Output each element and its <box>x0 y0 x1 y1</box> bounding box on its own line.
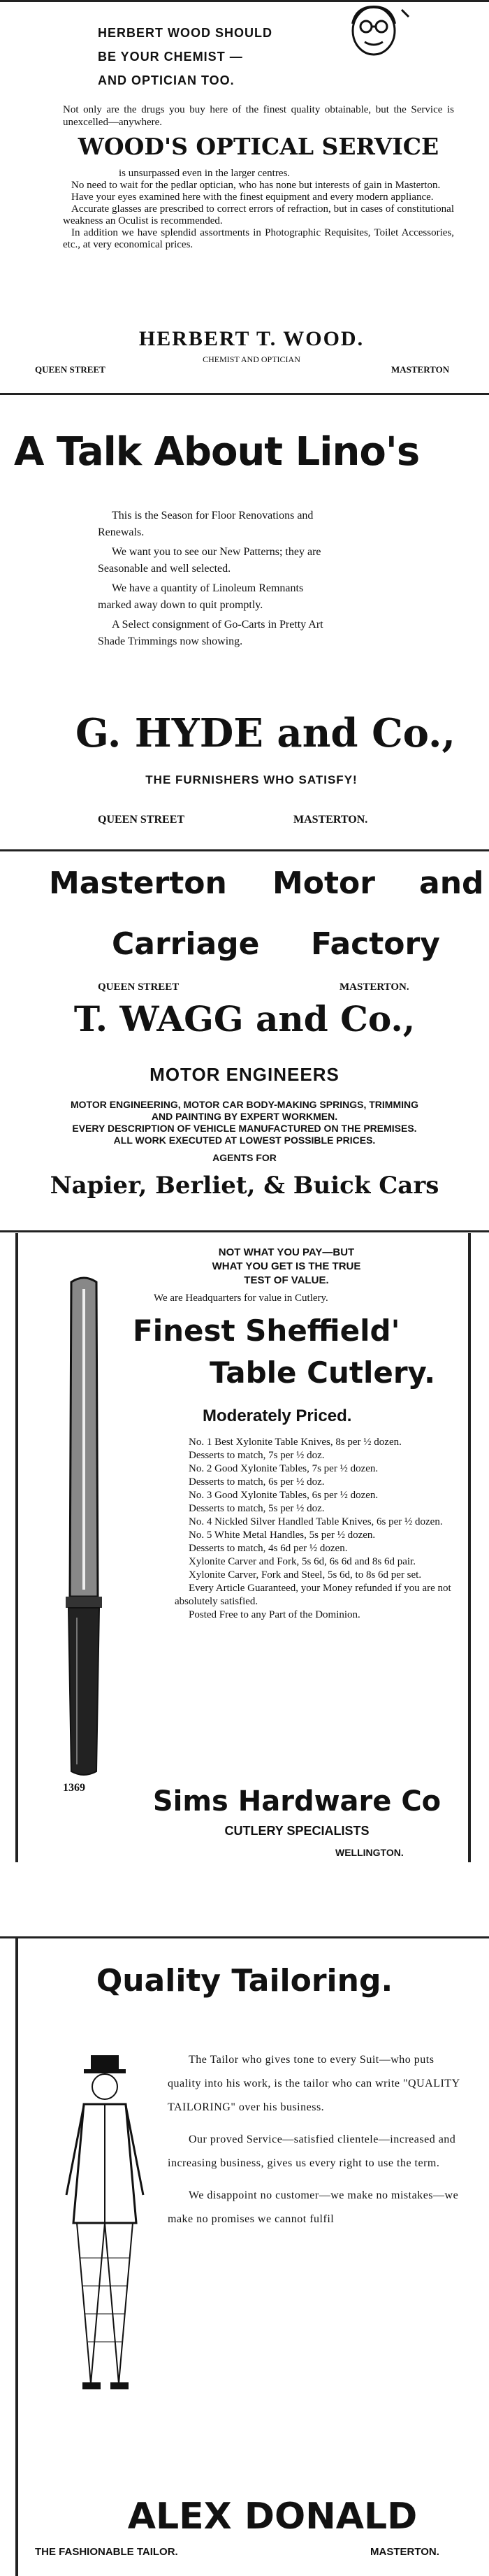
footer-town: MASTERTON <box>391 364 450 375</box>
company-name: G. HYDE and Co., <box>75 710 456 756</box>
price-item: No. 3 Good Xylonite Tables, 6s per ½ dozen. <box>189 1490 379 1501</box>
headline-line: HERBERT WOOD SHOULD <box>98 26 272 40</box>
paragraph: We disappoint no customer—we make no mistakes—we make no promises we cannot fulfil <box>168 2189 459 2225</box>
car-brands: Napier, Berliet, & Buick Cars <box>50 1172 439 1200</box>
heading-word: Motor <box>272 865 375 901</box>
heading-word: and <box>419 865 484 901</box>
border-rule <box>0 0 489 2</box>
tagline: THE FASHIONABLE TAILOR. <box>35 2546 178 2558</box>
intro-line: NOT WHAT YOU PAY—BUT <box>218 1246 355 1258</box>
body-line: Accurate glasses are prescribed to correct errors of refraction, but in cases of constitutional weakness an Oculist is recommended. <box>63 203 454 226</box>
border-rule <box>15 1233 18 1862</box>
ad-t-wagg <box>0 853 489 1230</box>
paragraph: This is the Season for Floor Renovations and Renewals. <box>98 510 314 538</box>
heading-word: Masterton <box>49 865 227 901</box>
trade-label: MOTOR ENGINEERS <box>149 1064 340 1085</box>
price-item: Xylonite Carver and Fork, 5s 6d, 6s 6d and 8s 6d pair. <box>189 1556 416 1567</box>
tailored-man-illustration <box>42 2048 168 2398</box>
priced-label: Moderately Priced. <box>203 1406 352 1425</box>
headline-line: AND OPTICIAN TOO. <box>98 73 235 87</box>
price-item: Desserts to match, 7s per ½ doz. <box>189 1450 325 1461</box>
headline-line: BE YOUR CHEMIST — <box>98 50 243 64</box>
divider <box>0 849 489 851</box>
company-name: Sims Hardware Co <box>152 1785 441 1818</box>
price-item: No. 1 Best Xylonite Table Knives, 8s per ½ dozen. <box>189 1437 402 1448</box>
border-rule <box>15 1936 18 2576</box>
street: QUEEN STREET <box>98 814 185 826</box>
paragraph: Our proved Service—satisfied clientele—increased and increasing business, gives us every right to use the term. <box>168 2134 456 2169</box>
body-line: In addition we have splendid assortments in Photographic Requisites, Toilet Accessories, etc., at very economical prices. <box>63 227 454 250</box>
ad-g-hyde <box>0 396 489 846</box>
tagline: THE FURNISHERS WHO SATISFY! <box>145 773 358 786</box>
body-line: No need to wait for the pedlar optician, who has none but interests of gain in Masterton. <box>71 180 441 191</box>
price-item: Posted Free to any Part of the Dominion. <box>189 1609 360 1620</box>
price-item: Desserts to match, 6s per ½ doz. <box>189 1476 325 1488</box>
town: WELLINGTON. <box>335 1847 404 1858</box>
service-line: MOTOR ENGINEERING, MOTOR CAR BODY-MAKING SPRINGS, TRIMMING AND PAINTING BY EXPERT WORKMEN. <box>70 1099 419 1122</box>
intro-text: Not only are the drugs you buy here of the finest quality obtainable, but the Service is unexcelled—anywhere. <box>63 104 454 128</box>
service-line: ALL WORK EXECUTED AT LOWEST POSSIBLE PRICES. <box>113 1135 376 1146</box>
body-line: is unsurpassed even in the larger centres. <box>119 168 291 179</box>
heading-word: Factory <box>311 926 440 962</box>
ad-herbert-wood <box>0 0 489 388</box>
sub-text: We are Headquarters for value in Cutlery. <box>154 1293 328 1304</box>
town: MASTERTON. <box>340 981 409 993</box>
ad-title: WOOD'S OPTICAL SERVICE <box>78 133 439 160</box>
ad-title: A Talk About Lino's <box>14 429 420 475</box>
heading-word: Carriage <box>112 926 260 962</box>
ad-title: Quality Tailoring. <box>96 1963 393 1999</box>
agents-label: AGENTS FOR <box>212 1152 277 1163</box>
price-item: Desserts to match, 5s per ½ doz. <box>189 1503 325 1514</box>
footer-street: QUEEN STREET <box>35 364 105 375</box>
paragraph: We have a quantity of Linoleum Remnants marked away down to quit promptly. <box>98 582 304 611</box>
paragraph: A Select consignment of Go-Carts in Pretty Art Shade Trimmings now showing. <box>98 619 323 647</box>
paragraph: The Tailor who gives tone to every Suit—who puts quality into his work, is the tailor who can write "QUALITY TAILORING" over his business. <box>168 2054 460 2113</box>
company-name: ALEX DONALD <box>127 2496 418 2538</box>
divider <box>0 393 489 395</box>
tagline: CUTLERY SPECIALISTS <box>224 1824 370 1838</box>
service-line: EVERY DESCRIPTION OF VEHICLE MANUFACTURED ON THE PREMISES. <box>72 1123 417 1134</box>
intro-line: TEST OF VALUE. <box>244 1274 329 1286</box>
signature: HERBERT T. WOOD. <box>138 327 365 350</box>
street: QUEEN STREET <box>98 981 180 993</box>
price-item: Every Article Guaranteed, your Money refunded if you are not absolutely satisfied. <box>175 1583 451 1607</box>
title-line: Table Cutlery. <box>210 1355 436 1390</box>
ad-alex-donald <box>0 1936 489 2576</box>
town: MASTERTON. <box>293 814 368 826</box>
town: MASTERTON. <box>370 2546 439 2558</box>
border-rule <box>468 1233 471 1862</box>
body-line: Have your eyes examined here with the finest equipment and every modern appliance. <box>71 192 434 203</box>
paragraph: We want you to see our New Patterns; they are Seasonable and well selected. <box>98 546 321 575</box>
price-item: Xylonite Carver, Fork and Steel, 5s 6d, to 8s 6d per set. <box>189 1569 422 1581</box>
price-item: Desserts to match, 4s 6d per ½ dozen. <box>189 1543 348 1554</box>
knife-illustration <box>56 1275 112 1778</box>
intro-line: WHAT YOU GET IS THE TRUE <box>212 1260 361 1272</box>
knife-number: 1369 <box>63 1782 85 1794</box>
title-line: Finest Sheffield' <box>133 1314 400 1348</box>
price-item: No. 2 Good Xylonite Tables, 7s per ½ dozen. <box>189 1463 379 1474</box>
price-item: No. 5 White Metal Handles, 5s per ½ dozen. <box>189 1530 376 1541</box>
spectacled-man-icon <box>335 3 412 59</box>
price-item: No. 4 Nickled Silver Handled Table Knives, 6s per ½ dozen. <box>189 1516 443 1527</box>
ad-sims-hardware <box>0 1233 489 1932</box>
signature-sub: CHEMIST AND OPTICIAN <box>203 354 300 364</box>
border-rule <box>0 1936 489 1938</box>
divider <box>0 1230 489 1232</box>
company-name: T. WAGG and Co., <box>73 998 416 1039</box>
